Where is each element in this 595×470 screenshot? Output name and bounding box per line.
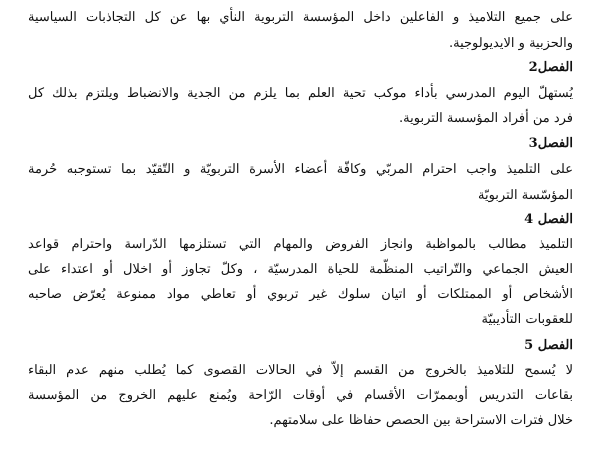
paragraph-line: خلال فترات الاستراحة بين الحصص حفاظا على سلامتهم. bbox=[269, 413, 573, 428]
paragraph-line: على التلميذ واجب احترام المربّي وكافّة أعضاء الأسرة التربويّة و التّقيّد بما تستوجبه حُرمة bbox=[28, 162, 573, 177]
paragraph-line: الأشخاص أو الممتلكات أو اتيان سلوك غير تربوي أو تعاطي مواد ممنوعة يُعرّض صاحبه bbox=[28, 287, 573, 302]
chapter-4-heading: الفصل 4 bbox=[524, 212, 573, 227]
paragraph-line: والحزبية و الايديولوجية. bbox=[448, 36, 573, 51]
chapter-2-heading: الفصل2 bbox=[528, 60, 573, 75]
paragraph-line: التلميذ مطالب بالمواظبة وانجاز الفروض والمهام التي تستلزمها الدّراسة واحترام قواعد bbox=[28, 237, 573, 252]
paragraph-line: على جميع التلاميذ و الفاعلين داخل المؤسسة التربوية النأي بها عن كل التجاذبات السياسية bbox=[28, 10, 573, 25]
paragraph-line: للعقوبات التأديبيّة bbox=[481, 312, 573, 327]
paragraph-line: لا يُسمح للتلاميذ بالخروج من القسم إلاّ في الحالات القصوى كما يُطلب منهم عدم البقاء bbox=[28, 363, 573, 378]
chapter-5-heading: الفصل 5 bbox=[524, 338, 573, 353]
paragraph-line: بقاعات التدريس أوبممرّات الأقسام في أوقات الرّاحة ويُمنع عليهم الخروج من المؤسسة bbox=[28, 388, 573, 403]
chapter-3-heading: الفصل3 bbox=[528, 136, 573, 151]
paragraph-line: المؤسّسة التربويّة bbox=[478, 188, 573, 203]
paragraph-line: يُستهلّ اليوم المدرسي بأداء موكب تحية العلم بما يلزم من الجدية والانضباط ويلتزم بذلك كل bbox=[28, 86, 573, 101]
paragraph-line: العيش الجماعي والتّراتيب المنظّمة للحياة المدرسيّة ، وكلّ تجاوز أو اخلال أو اعتداء على bbox=[28, 262, 573, 277]
paragraph-line: فرد من أفراد المؤسسة التربوية. bbox=[399, 111, 573, 126]
